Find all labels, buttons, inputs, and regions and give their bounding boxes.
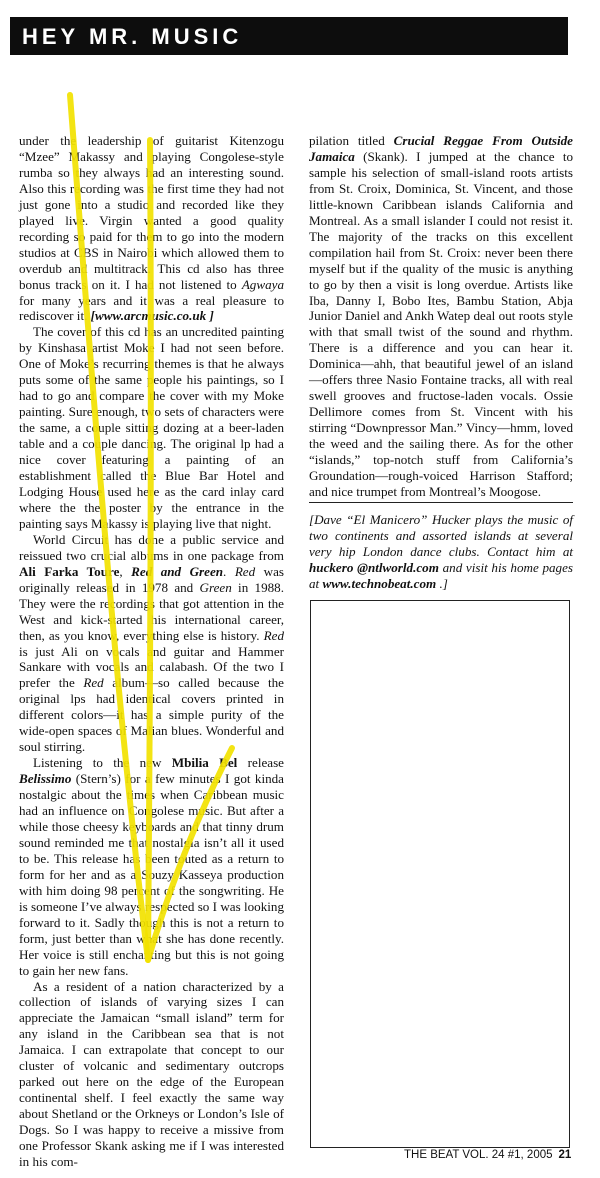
author-bio: [Dave “El Manicero” Hucker plays the music of two continents and assorted islands at several very hip London dance clubs. Contact him at huckero @ntlworld.com and visit his home pages at www.technobeat.com .] <box>309 512 573 591</box>
album-title: Belissimo <box>19 771 72 787</box>
right-column <box>309 133 573 500</box>
section-title: HEY MR. MUSIC <box>22 24 243 49</box>
album-title: Crucial Reggae From Outside Jamaica <box>309 133 573 164</box>
paragraph: World Circuit has done a public service and reissued two crucial albums in one package from Ali Farka Toure, Red and Green. Red was originally released in 1978 and Green in 1988. They were the recordings that got attention in the West and kick-started his international career, then, as you know, everything else is history. Red is just Ali on vocals and guitar and Hammer Sankare with vocals and calabash. Of the two I prefer the Red album—so called because the original lps had identical covers printed in different colors—it has a simple purity of the wide-open spaces of Malian blues. Wonderful and soul stirring. <box>19 531 285 755</box>
artist-name: Mbilia Bel <box>171 755 238 771</box>
page-footer <box>404 1149 571 1161</box>
paragraph: pilation titled Crucial Reggae From Outside Jamaica (Skank). I jumped at the chance to sample his selection of small-island roots artists from St. Croix, Dominica, St. Vincent, and those little-known Caribbean islands California and Montreal. As a small islander I could not resist it. The majority of the tracks on this excellent compilation hail from St. Croix: never been there myself but if the quality of the music is anything to go by then a visit is long overdue. Artists like Iba, Danny I, Bobo Ites, Bambu Station, Abja Junior Daniel and Ankh Watep deal out roots style with that small twist of the sound and rhythm. There is a difference and you can hear it. Dominica—ahh, that beautiful jewel of an island—offers three Nasio Fontaine tracks, all with real swell grooves and fructose-laden vocals. Ossie Dellimore comes from St. Vincent with his stirring “Downpressor Man.” Vincy—hmm, loved the weed and the sailing there. As for the other “islands,” top-notch stuff from California’s Groundation—rough-voiced Harrison Stafford; and nice trumpet from Montreal’s Moogose. <box>309 133 573 499</box>
paragraph: under the leadership of guitarist Kitenzogu “Mzee” Makassy and playing Congolese-style rumba so they always had an interesting sound. Also this recording was the first time they had not just gone into a studio and recorded like they played live. Virgin wanted a good quality recording so paid for them to go into the modern studios at CBS in Nairobi which allowed them to overdub and multitrack. This cd also has three bonus tracks on it. I had not listened to Agwaya for many years and it was a real pleasure to rediscover it. [www.arcmusic.co.uk ] <box>19 133 284 324</box>
paragraph: Listening to the new Mbilia Bel release Belissimo (Stern’s) for a few minutes I got kinda nostalgic about the times when Caribbean music had an influence on Congolese music. But after a while those cheesy keyboards and that tinny drum sound reminded me that nostalgia isn’t all it used to be. This release has been touted as a return to form for her and as a Souzy Kasseya production with him doing 98 percent of the songwriting. He is someone I’ve always respected so I was looking forward to it. Sadly though this is not a return to form, just better than what she has done recently. Her voice is still enchanting but this is not going to gain her new fans. <box>19 755 284 978</box>
artist-name: Ali Farka Toure <box>19 563 120 579</box>
divider-rule <box>309 502 573 503</box>
left-column <box>19 133 284 1170</box>
footer-publication: THE BEAT VOL. 24 #1, 2005 <box>404 1149 553 1161</box>
website-link: www.technobeat.com <box>322 576 437 591</box>
email-link: huckero @ntlworld.com <box>309 560 439 575</box>
page-number: 21 <box>558 1149 572 1161</box>
empty-ad-box <box>310 600 570 1148</box>
website-link: [www.arcmusic.co.uk ] <box>90 308 214 324</box>
album-title: Red and Green <box>131 563 224 579</box>
paragraph: As a resident of a nation characterized by a collection of islands of varying sizes I can appreciate the Jamaican “small island” term for any island in the Caribbean sea that is not Jamaica. I can extrapolate that concept to our cluster of volcanic and sedimentary outcrops parked out here on the edge of the European continental shelf. I feel exactly the same way about Shetland or the Orkneys or London’s Isle of Dogs. So I was happy to receive a missive from one Professor Skank asking me if I was interested in his com- <box>19 978 284 1169</box>
paragraph: The cover of this cd has an uncredited painting by Kinshasa artist Moke I had not seen before. One of Moke’s recurring themes is that he always puts some of the same people his paintings, so I had to go and compare the cover with my Moke painting. Sure enough, two sets of characters were the same, a couple sitting dozing at a beer-laden table and a couple dancing. The original lp had a nice cover featuring a painting of an establishment called the Blue Bar Hotel and Lodging House used here as the card inlay card where the the poster by the entrance in the painting says Makassy is playing live that night. <box>19 324 284 531</box>
